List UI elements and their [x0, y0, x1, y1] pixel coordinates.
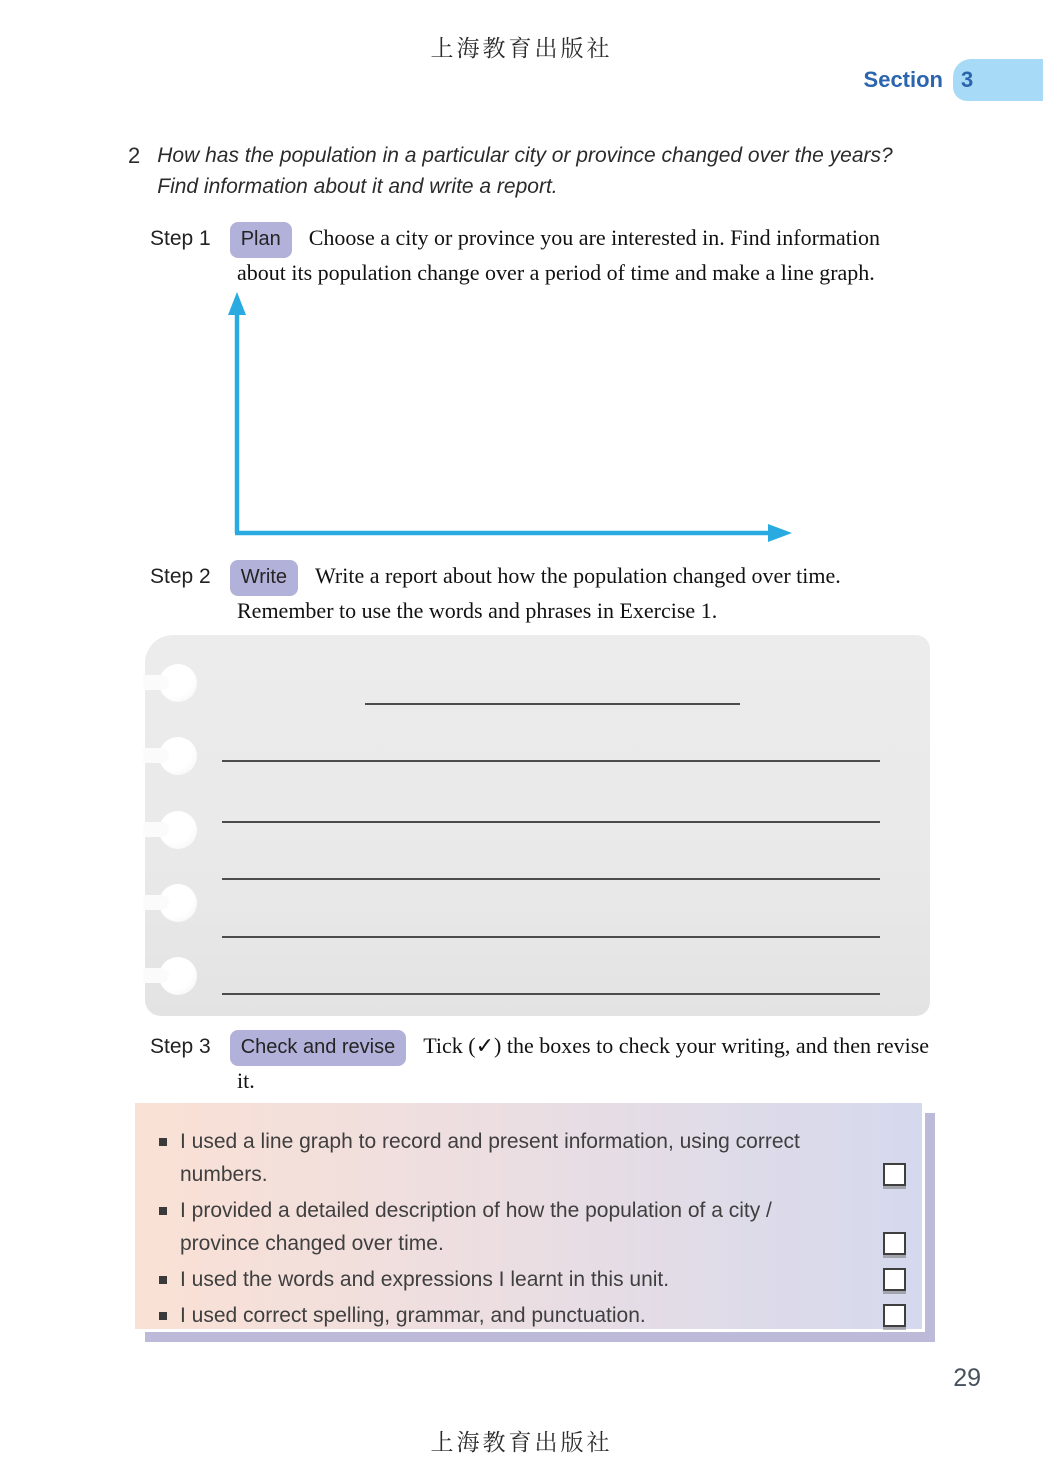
step-2-instruction: Write a report about how the population changed over time. Remember to use the words and phrases in Exercise 1. [237, 563, 841, 623]
checklist-item-text: I used a line graph to record and present information, using correct numbers. [180, 1130, 800, 1186]
checkbox-description[interactable] [883, 1232, 906, 1255]
checkbox-words-expressions[interactable] [883, 1268, 906, 1291]
writing-line [222, 936, 880, 938]
checklist-item-text-wrap [159, 1299, 883, 1332]
checklist-item-text-wrap [159, 1263, 883, 1296]
binder-hole [159, 664, 197, 702]
writing-checklist [135, 1103, 925, 1332]
binder-hole [159, 811, 197, 849]
checklist-item-text: I used correct spelling, grammar, and punctuation. [180, 1304, 646, 1327]
step-1-plan-badge: Plan [230, 222, 292, 258]
binder-hole [159, 737, 197, 775]
checklist-item [159, 1125, 906, 1191]
exercise-number: 2 [128, 143, 141, 168]
notebook-writing-area [145, 635, 930, 1016]
step-2-row [150, 560, 932, 626]
step-1-instruction: Choose a city or province you are interested in. Find information about its population change over a period of time and make a line graph. [237, 225, 880, 285]
step-3-check-revise-badge: Check and revise [230, 1030, 407, 1066]
step-1-row [150, 222, 932, 288]
step-3-instruction: Tick (✓) the boxes to check your writing, and then revise it. [237, 1033, 930, 1093]
step-1-label: Step 1 [150, 227, 211, 250]
bullet-icon [159, 1276, 167, 1284]
checklist-item-text: I used the words and expressions I learnt in this unit. [180, 1268, 670, 1291]
checklist-item-text-wrap [159, 1125, 883, 1191]
checkbox-line-graph[interactable] [883, 1163, 906, 1186]
checklist-item [159, 1299, 906, 1332]
step-3-label: Step 3 [150, 1035, 211, 1058]
footer-publisher-text: 上海教育出版社 [430, 1430, 613, 1455]
writing-line [222, 878, 880, 880]
writing-line [222, 993, 880, 995]
line-graph-axes [220, 288, 810, 544]
title-writing-line [365, 703, 740, 705]
section-tab [864, 58, 1043, 102]
exercise-prompt-text: How has the population in a particular city or province changed over the years? Find information about it and write a report. [157, 144, 893, 198]
binder-hole [159, 957, 197, 995]
writing-line [222, 821, 880, 823]
header-publisher-text: 上海教育出版社 [430, 36, 613, 61]
writing-line [222, 760, 880, 762]
checklist-item [159, 1194, 906, 1260]
section-label: Section [863, 67, 943, 92]
bullet-icon [159, 1207, 167, 1215]
checklist-item-text-wrap [159, 1194, 883, 1260]
section-number: 3 [961, 67, 974, 92]
page-number: 29 [953, 1364, 981, 1392]
step-2-label: Step 2 [150, 565, 211, 588]
checklist-item [159, 1263, 906, 1296]
step-3-row [150, 1030, 932, 1096]
step-2-write-badge: Write [230, 560, 298, 596]
section-number-badge [953, 59, 1043, 101]
bullet-icon [159, 1312, 167, 1320]
bullet-icon [159, 1138, 167, 1146]
checklist-item-text: I provided a detailed description of how the population of a city / province changed over time. [180, 1199, 772, 1255]
binder-hole [159, 884, 197, 922]
exercise-prompt-block [128, 140, 928, 202]
checkbox-spelling-grammar[interactable] [883, 1304, 906, 1327]
